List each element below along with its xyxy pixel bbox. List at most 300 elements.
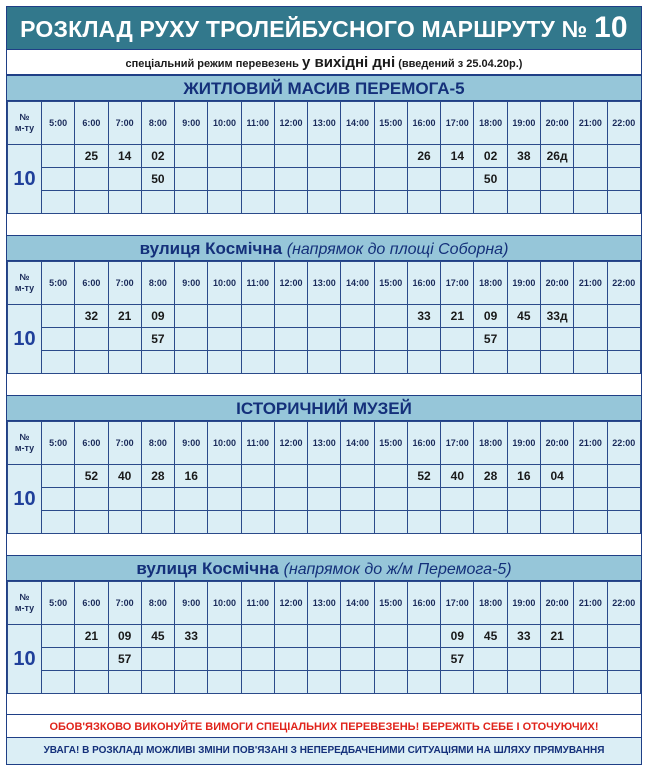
section-1: [7, 75, 641, 214]
title-text: РОЗКЛАД РУХУ ТРОЛЕЙБУСНОГО МАРШРУТУ №: [20, 16, 588, 42]
departure-minute-cell: [374, 648, 407, 671]
departure-minute-cell: [607, 648, 640, 671]
departure-minute-cell: [42, 648, 75, 671]
route-column-header: [8, 102, 42, 145]
departure-minute-cell: [374, 671, 407, 694]
hour-header: 17:00: [441, 422, 474, 465]
table-row: [8, 465, 641, 488]
departure-minute-cell: [208, 145, 241, 168]
departure-minute-cell: [42, 145, 75, 168]
departure-minute-cell: 50: [474, 168, 507, 191]
table-row: [8, 511, 641, 534]
departure-minute-cell: 50: [141, 168, 174, 191]
departure-minute-cell: 28: [141, 465, 174, 488]
departure-minute-cell: 21: [108, 305, 141, 328]
route-col-label-1: №: [19, 432, 30, 442]
departure-minute-cell: [474, 351, 507, 374]
departure-minute-cell: [175, 648, 208, 671]
departure-minute-cell: [175, 511, 208, 534]
departure-minute-cell: [540, 488, 573, 511]
departure-minute-cell: [441, 168, 474, 191]
hour-header: 14:00: [341, 422, 374, 465]
section-title: [7, 395, 641, 421]
hour-header: 22:00: [607, 582, 640, 625]
hour-header: 19:00: [507, 262, 540, 305]
page-title: [7, 7, 641, 49]
departure-minute-cell: [108, 488, 141, 511]
departure-minute-cell: [241, 488, 274, 511]
departure-minute-cell: [607, 351, 640, 374]
departure-minute-cell: [208, 671, 241, 694]
departure-minute-cell: [507, 328, 540, 351]
departure-minute-cell: [75, 671, 108, 694]
departure-minute-cell: [374, 145, 407, 168]
table-row: [8, 145, 641, 168]
departure-minute-cell: [175, 145, 208, 168]
departure-minute-cell: [374, 328, 407, 351]
departure-minute-cell: [540, 351, 573, 374]
departure-minute-cell: 02: [141, 145, 174, 168]
hours-header-row: [8, 422, 641, 465]
departure-minute-cell: 45: [141, 625, 174, 648]
hour-header: 15:00: [374, 262, 407, 305]
title-route-number: 10: [594, 11, 628, 44]
table-row: [8, 328, 641, 351]
departure-minute-cell: [407, 671, 440, 694]
departure-minute-cell: [607, 145, 640, 168]
hour-header: 7:00: [108, 582, 141, 625]
departure-minute-cell: [42, 671, 75, 694]
departure-minute-cell: [208, 488, 241, 511]
departure-minute-cell: [607, 191, 640, 214]
departure-minute-cell: [341, 328, 374, 351]
departure-minute-cell: 09: [441, 625, 474, 648]
departure-minute-cell: [208, 511, 241, 534]
departure-minute-cell: 32: [75, 305, 108, 328]
departure-minute-cell: [274, 351, 307, 374]
departure-minute-cell: [175, 488, 208, 511]
departure-minute-cell: 04: [540, 465, 573, 488]
route-number-cell: 10: [8, 625, 42, 694]
route-col-label-2: м-ту: [14, 123, 35, 133]
hour-header: 12:00: [274, 262, 307, 305]
departure-minute-cell: [75, 191, 108, 214]
departure-minute-cell: [308, 168, 341, 191]
departure-minute-cell: [241, 168, 274, 191]
departure-minute-cell: [108, 351, 141, 374]
route-number-cell: 10: [8, 305, 42, 374]
departure-minute-cell: 09: [474, 305, 507, 328]
departure-minute-cell: [241, 511, 274, 534]
departure-minute-cell: [407, 351, 440, 374]
departure-minute-cell: [341, 191, 374, 214]
departure-minute-cell: [42, 305, 75, 328]
stop-name: ІСТОРИЧНИЙ МУЗЕЙ: [236, 399, 412, 418]
hour-header: 21:00: [574, 102, 607, 145]
departure-minute-cell: [241, 191, 274, 214]
departure-minute-cell: [274, 168, 307, 191]
departure-minute-cell: 21: [441, 305, 474, 328]
departure-minute-cell: [540, 648, 573, 671]
hour-header: 18:00: [474, 262, 507, 305]
departure-minute-cell: [341, 305, 374, 328]
hour-header: 6:00: [75, 102, 108, 145]
hour-header: 7:00: [108, 262, 141, 305]
route-number-cell: 10: [8, 145, 42, 214]
departure-minute-cell: [108, 671, 141, 694]
hour-header: 9:00: [175, 262, 208, 305]
departure-minute-cell: 57: [441, 648, 474, 671]
departure-minute-cell: [241, 351, 274, 374]
departure-minute-cell: [507, 648, 540, 671]
table-row: [8, 648, 641, 671]
table-row: [8, 191, 641, 214]
subtitle-suffix: (введений з 25.04.20р.): [398, 58, 523, 70]
direction-note: (напрямок до ж/м Перемога-5): [283, 561, 512, 578]
departure-minute-cell: [441, 328, 474, 351]
hour-header: 9:00: [175, 102, 208, 145]
departure-minute-cell: [474, 488, 507, 511]
hour-header: 20:00: [540, 262, 573, 305]
schedule-table: [7, 101, 641, 214]
departure-minute-cell: [407, 191, 440, 214]
departure-minute-cell: 09: [108, 625, 141, 648]
departure-minute-cell: [208, 328, 241, 351]
route-col-label-1: №: [19, 112, 30, 122]
departure-minute-cell: [507, 191, 540, 214]
departure-minute-cell: [108, 168, 141, 191]
departure-minute-cell: [241, 145, 274, 168]
departure-minute-cell: 57: [141, 328, 174, 351]
hour-header: 18:00: [474, 582, 507, 625]
departure-minute-cell: [574, 168, 607, 191]
departure-minute-cell: [208, 648, 241, 671]
departure-minute-cell: [540, 191, 573, 214]
departure-minute-cell: [241, 648, 274, 671]
hours-header-row: [8, 262, 641, 305]
departure-minute-cell: [75, 648, 108, 671]
hour-header: 22:00: [607, 422, 640, 465]
hour-header: 13:00: [308, 262, 341, 305]
departure-minute-cell: [42, 465, 75, 488]
hour-header: 16:00: [407, 102, 440, 145]
hour-header: 5:00: [42, 422, 75, 465]
hour-header: 8:00: [141, 102, 174, 145]
departure-minute-cell: [540, 168, 573, 191]
hour-header: 14:00: [341, 262, 374, 305]
departure-minute-cell: [374, 465, 407, 488]
table-row: [8, 625, 641, 648]
departure-minute-cell: [474, 511, 507, 534]
departure-minute-cell: [274, 671, 307, 694]
departure-minute-cell: [42, 168, 75, 191]
hour-header: 18:00: [474, 422, 507, 465]
departure-minute-cell: [407, 648, 440, 671]
hour-header: 13:00: [308, 102, 341, 145]
departure-minute-cell: 40: [108, 465, 141, 488]
departure-minute-cell: [507, 671, 540, 694]
hour-header: 11:00: [241, 582, 274, 625]
departure-minute-cell: [75, 511, 108, 534]
departure-minute-cell: [141, 488, 174, 511]
departure-minute-cell: [441, 511, 474, 534]
departure-minute-cell: [407, 328, 440, 351]
route-column-header: [8, 422, 42, 465]
hour-header: 12:00: [274, 582, 307, 625]
subtitle-emphasis: у вихідні дні: [302, 54, 396, 71]
departure-minute-cell: [141, 648, 174, 671]
departure-minute-cell: [374, 625, 407, 648]
hour-header: 21:00: [574, 582, 607, 625]
departure-minute-cell: [374, 305, 407, 328]
departure-minute-cell: [274, 488, 307, 511]
departure-minute-cell: [274, 625, 307, 648]
departure-minute-cell: [407, 511, 440, 534]
section-4: [7, 555, 641, 694]
departure-minute-cell: 28: [474, 465, 507, 488]
departure-minute-cell: [574, 465, 607, 488]
stop-name: ЖИТЛОВИЙ МАСИВ ПЕРЕМОГА-5: [183, 79, 465, 98]
departure-minute-cell: [474, 191, 507, 214]
departure-minute-cell: [308, 488, 341, 511]
departure-minute-cell: [540, 328, 573, 351]
departure-minute-cell: [308, 465, 341, 488]
departure-minute-cell: 45: [507, 305, 540, 328]
hour-header: 16:00: [407, 582, 440, 625]
route-col-label-2: м-ту: [14, 283, 35, 293]
departure-minute-cell: 16: [507, 465, 540, 488]
hour-header: 8:00: [141, 262, 174, 305]
departure-minute-cell: [441, 351, 474, 374]
hour-header: 10:00: [208, 262, 241, 305]
departure-minute-cell: [374, 168, 407, 191]
departure-minute-cell: 38: [507, 145, 540, 168]
departure-minute-cell: [274, 328, 307, 351]
hour-header: 9:00: [175, 422, 208, 465]
hour-header: 17:00: [441, 102, 474, 145]
warning-red: ОБОВ'ЯЗКОВО ВИКОНУЙТЕ ВИМОГИ СПЕЦІАЛЬНИХ ПЕРЕВЕЗЕНЬ! БЕРЕЖІТЬ СЕБЕ І ОТОЧУЮЧИХ!: [7, 714, 641, 738]
departure-minute-cell: [141, 511, 174, 534]
departure-minute-cell: [341, 671, 374, 694]
departure-minute-cell: [208, 465, 241, 488]
departure-minute-cell: [75, 168, 108, 191]
departure-minute-cell: 02: [474, 145, 507, 168]
departure-minute-cell: [607, 465, 640, 488]
hour-header: 20:00: [540, 582, 573, 625]
hour-header: 5:00: [42, 582, 75, 625]
hour-header: 6:00: [75, 582, 108, 625]
route-column-header: [8, 262, 42, 305]
section-title: [7, 75, 641, 101]
departure-minute-cell: [607, 328, 640, 351]
departure-minute-cell: [175, 191, 208, 214]
departure-minute-cell: [108, 328, 141, 351]
stop-name: вулиця Космічна: [139, 239, 283, 258]
departure-minute-cell: [175, 168, 208, 191]
departure-minute-cell: [274, 511, 307, 534]
departure-minute-cell: [308, 351, 341, 374]
hour-header: 20:00: [540, 422, 573, 465]
departure-minute-cell: [274, 305, 307, 328]
hour-header: 15:00: [374, 582, 407, 625]
departure-minute-cell: [374, 511, 407, 534]
departure-minute-cell: 33: [175, 625, 208, 648]
departure-minute-cell: [241, 671, 274, 694]
hour-header: 10:00: [208, 102, 241, 145]
departure-minute-cell: 52: [75, 465, 108, 488]
departure-minute-cell: [308, 145, 341, 168]
departure-minute-cell: [574, 305, 607, 328]
departure-minute-cell: [341, 465, 374, 488]
schedule-frame: [6, 6, 642, 765]
schedule-subtitle: [7, 49, 641, 75]
hour-header: 18:00: [474, 102, 507, 145]
departure-minute-cell: [607, 488, 640, 511]
hour-header: 7:00: [108, 422, 141, 465]
direction-note: (напрямок до площі Соборна): [286, 241, 509, 258]
hour-header: 14:00: [341, 102, 374, 145]
departure-minute-cell: [75, 328, 108, 351]
hour-header: 12:00: [274, 422, 307, 465]
departure-minute-cell: [241, 328, 274, 351]
hour-header: 19:00: [507, 582, 540, 625]
departure-minute-cell: [141, 671, 174, 694]
hour-header: 6:00: [75, 262, 108, 305]
departure-minute-cell: [474, 648, 507, 671]
hour-header: 8:00: [141, 422, 174, 465]
departure-minute-cell: [75, 351, 108, 374]
hour-header: 10:00: [208, 582, 241, 625]
departure-minute-cell: [374, 191, 407, 214]
section-title: [7, 235, 641, 261]
departure-minute-cell: [308, 648, 341, 671]
departure-minute-cell: [341, 488, 374, 511]
departure-minute-cell: [308, 328, 341, 351]
hours-header-row: [8, 102, 641, 145]
departure-minute-cell: [141, 191, 174, 214]
departure-minute-cell: 52: [407, 465, 440, 488]
departure-minute-cell: [241, 305, 274, 328]
departure-minute-cell: [574, 511, 607, 534]
hour-header: 19:00: [507, 422, 540, 465]
departure-minute-cell: [341, 168, 374, 191]
departure-minute-cell: [208, 191, 241, 214]
hour-header: 15:00: [374, 422, 407, 465]
departure-minute-cell: [108, 511, 141, 534]
hour-header: 11:00: [241, 262, 274, 305]
hour-header: 20:00: [540, 102, 573, 145]
route-col-label-1: №: [19, 592, 30, 602]
departure-minute-cell: [208, 625, 241, 648]
departure-minute-cell: [308, 511, 341, 534]
route-column-header: [8, 582, 42, 625]
schedule-table: [7, 581, 641, 694]
departure-minute-cell: [241, 465, 274, 488]
departure-minute-cell: [607, 511, 640, 534]
hour-header: 15:00: [374, 102, 407, 145]
departure-minute-cell: 33: [507, 625, 540, 648]
hour-header: 16:00: [407, 262, 440, 305]
departure-minute-cell: [574, 488, 607, 511]
departure-minute-cell: [274, 191, 307, 214]
departure-minute-cell: [474, 671, 507, 694]
hour-header: 11:00: [241, 422, 274, 465]
departure-minute-cell: [441, 488, 474, 511]
departure-minute-cell: [208, 351, 241, 374]
departure-minute-cell: [108, 191, 141, 214]
route-col-label-2: м-ту: [14, 443, 35, 453]
departure-minute-cell: [341, 648, 374, 671]
warning-blue: УВАГА! В РОЗКЛАДІ МОЖЛИВІ ЗМІНИ ПОВ'ЯЗАНІ З НЕПЕРЕДБАЧЕНИМИ СИТУАЦІЯМИ НА ШЛЯХУ ПРЯМУВАННЯ: [7, 738, 641, 764]
hour-header: 5:00: [42, 102, 75, 145]
route-number-cell: 10: [8, 465, 42, 534]
departure-minute-cell: [574, 145, 607, 168]
departure-minute-cell: [540, 511, 573, 534]
departure-minute-cell: [175, 305, 208, 328]
departure-minute-cell: 14: [441, 145, 474, 168]
schedule-table: [7, 261, 641, 374]
section-3: [7, 395, 641, 534]
departure-minute-cell: [441, 191, 474, 214]
departure-minute-cell: [341, 625, 374, 648]
departure-minute-cell: 21: [75, 625, 108, 648]
departure-minute-cell: [607, 671, 640, 694]
departure-minute-cell: [574, 671, 607, 694]
hour-header: 17:00: [441, 582, 474, 625]
departure-minute-cell: 21: [540, 625, 573, 648]
hour-header: 10:00: [208, 422, 241, 465]
hour-header: 16:00: [407, 422, 440, 465]
departure-minute-cell: [374, 351, 407, 374]
departure-minute-cell: 45: [474, 625, 507, 648]
departure-minute-cell: [274, 145, 307, 168]
hour-header: 14:00: [341, 582, 374, 625]
departure-minute-cell: [175, 351, 208, 374]
departure-minute-cell: [42, 511, 75, 534]
departure-minute-cell: [574, 328, 607, 351]
departure-minute-cell: [540, 671, 573, 694]
departure-minute-cell: [341, 511, 374, 534]
departure-minute-cell: [574, 191, 607, 214]
departure-minute-cell: [175, 671, 208, 694]
hour-header: 7:00: [108, 102, 141, 145]
departure-minute-cell: 33: [407, 305, 440, 328]
route-col-label-2: м-ту: [14, 603, 35, 613]
subtitle-prefix: спеціальний режим перевезень: [125, 58, 299, 70]
departure-minute-cell: [341, 351, 374, 374]
departure-minute-cell: [241, 625, 274, 648]
departure-minute-cell: 16: [175, 465, 208, 488]
departure-minute-cell: [175, 328, 208, 351]
departure-minute-cell: [308, 625, 341, 648]
stop-name: вулиця Космічна: [136, 559, 279, 578]
hour-header: 11:00: [241, 102, 274, 145]
table-row: [8, 488, 641, 511]
hour-header: 13:00: [308, 422, 341, 465]
departure-minute-cell: [507, 351, 540, 374]
hour-header: 6:00: [75, 422, 108, 465]
departure-minute-cell: [407, 168, 440, 191]
departure-minute-cell: 40: [441, 465, 474, 488]
departure-minute-cell: 25: [75, 145, 108, 168]
section-2: [7, 235, 641, 374]
departure-minute-cell: [42, 191, 75, 214]
hour-header: 17:00: [441, 262, 474, 305]
departure-minute-cell: [42, 351, 75, 374]
departure-minute-cell: [607, 168, 640, 191]
departure-minute-cell: [607, 625, 640, 648]
departure-minute-cell: 33д: [540, 305, 573, 328]
